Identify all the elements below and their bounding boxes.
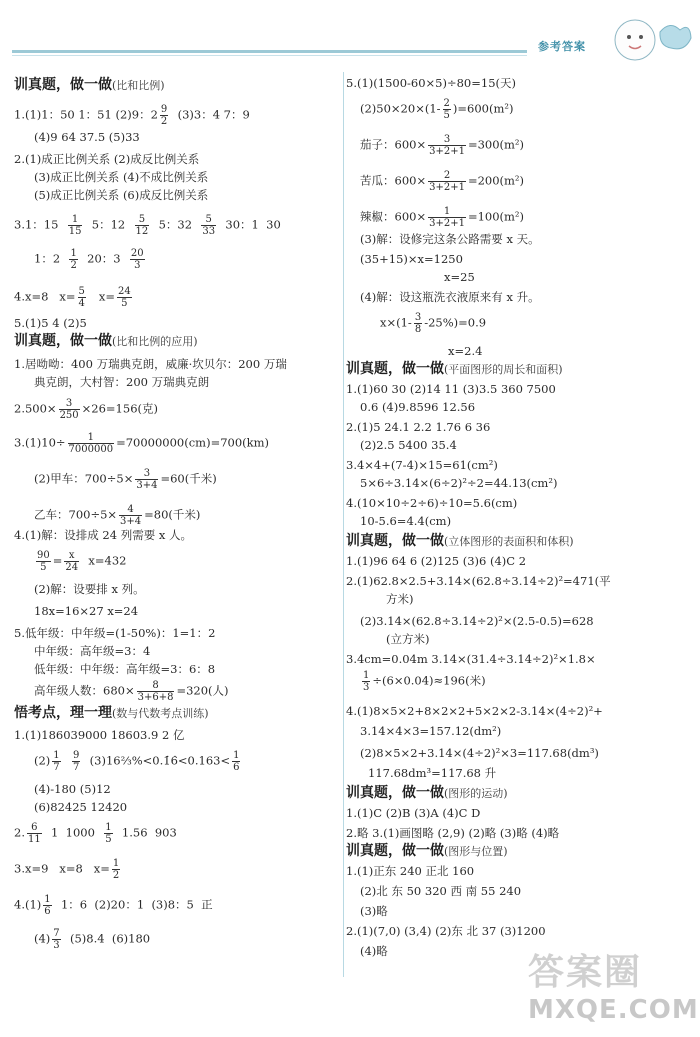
- answer-line: 5×6÷3.14×(6÷2)²÷2=44.13(cm²): [360, 476, 558, 490]
- answer-line: 2.(1)5 24.1 2.2 1.76 6 36: [346, 420, 491, 434]
- answer-line: 5.(1)5 4 (2)5: [14, 316, 87, 330]
- answer-line: $\frac{1}{3}$ ÷(6×0.04)≈196(米): [363, 670, 486, 693]
- answer-line: 4.(1)解：设排成 24 列需要 x 人。: [14, 528, 193, 542]
- mascot-icon: [605, 12, 695, 67]
- answer-line: 2. $\frac{6}{11}$ 1 1000 $\frac{1}{5}$ 1.56 903: [14, 822, 177, 845]
- answer-line: 5.低年级：中年级=(1-50%)：1=1：2: [14, 626, 216, 640]
- answer-line: 1.(1)1：50 1：51 (2)9：2 $\frac{9}{2}$ (3)3：4 7：9: [14, 104, 250, 127]
- answer-line: 4.(10×10÷2÷6)÷10=5.6(cm): [346, 496, 518, 510]
- answer-line: (2)北 东 50 320 西 南 55 240: [360, 884, 522, 898]
- answer-line: (立方米): [386, 632, 430, 646]
- answer-line: 4.(1)8×5×2+8×2×2+5×2×2-3.14×(4÷2)²+: [346, 704, 603, 718]
- answer-line: 1：2 $\frac{1}{2}$ 20：3 $\frac{20}{3}$: [34, 248, 144, 271]
- answer-line: 18x=16×27 x=24: [34, 604, 139, 618]
- answer-line: (2)50×20×(1- $\frac{2}{5}$ )=600(m²): [360, 98, 514, 121]
- answer-line: 10-5.6=4.4(cm): [360, 514, 452, 528]
- answer-line: 茄子：600× $\frac{3}{3+2+1}$ =300(m²): [360, 134, 525, 157]
- watermark-logo: 答案圈: [528, 952, 643, 993]
- answer-line: 3.4×4+(7-4)×15=61(cm²): [346, 458, 498, 472]
- answer-line: x=25: [444, 270, 475, 284]
- answer-line: (2)3.14×(62.8÷3.14÷2)²×(2.5-0.5)=628: [360, 614, 594, 628]
- section-title: 训真题，做一做(图形与位置): [346, 843, 508, 859]
- answer-line: 2.(1)(7,0) (3,4) (2)东 北 37 (3)1200: [346, 924, 546, 938]
- answer-line: 辣椒：600× $\frac{1}{3+2+1}$ =100(m²): [360, 206, 525, 229]
- answer-line: 方米): [386, 592, 414, 606]
- answer-line: x×(1- $\frac{3}{8}$ -25%)=0.9: [380, 312, 487, 335]
- answer-line: 典克朗，大村智：200 万瑞典克朗: [34, 375, 210, 389]
- answer-line: (4)解：设这瓶洗衣液原来有 x 升。: [360, 290, 540, 304]
- column-divider: [343, 72, 344, 977]
- answer-line: (3)成正比例关系 (4)不成比例关系: [34, 170, 209, 184]
- answer-line: 1.(1)C (2)B (3)A (4)C D: [346, 806, 481, 820]
- answer-line: 1.(1)60 30 (2)14 11 (3)3.5 360 7500: [346, 382, 556, 396]
- answer-line: (2)解：设要排 x 列。: [34, 582, 145, 596]
- section-title: 训真题，做一做(平面图形的周长和面积): [346, 361, 563, 377]
- answer-line: 2.(1)成正比例关系 (2)成反比例关系: [14, 152, 200, 166]
- answer-line: 1.(1)186039000 18603.9 2 亿: [14, 728, 185, 742]
- answer-line: 2.(1)62.8×2.5+3.14×(62.8÷3.14÷2)²=471(平: [346, 574, 611, 588]
- answer-line: x=2.4: [448, 344, 483, 358]
- answer-line: 5.(1)(1500-60×5)÷80=15(天): [346, 76, 516, 90]
- answer-line: 2.500× $\frac{3}{250}$ ×26=156(克): [14, 398, 158, 421]
- answer-line: 低年级：中年级：高年级=3：6：8: [34, 662, 216, 676]
- answer-line: 高年级人数：680× $\frac{8}{3+6+8}$ =320(人): [34, 680, 229, 703]
- answer-line: (3)略: [360, 904, 388, 918]
- answer-line: (3)解：设修完这条公路需要 x 天。: [360, 232, 540, 246]
- answer-line: 中年级：高年级=3：4: [34, 644, 151, 658]
- header-label: 参考答案: [538, 40, 586, 53]
- section-title: 训真题，做一做(立体图形的表面积和体积): [346, 533, 574, 549]
- answer-line: 3.14×4×3=157.12(dm²): [360, 724, 502, 738]
- answer-line: (4)-180 (5)12: [34, 782, 111, 796]
- answer-line: (5)成正比例关系 (6)成反比例关系: [34, 188, 209, 202]
- answer-line: (35+15)×x=1250: [360, 252, 463, 266]
- answer-line: (2)8×5×2+3.14×(4÷2)²×3=117.68(dm³): [360, 746, 599, 760]
- answer-line: (4)略: [360, 944, 388, 958]
- answer-line: (2)2.5 5400 35.4: [360, 438, 457, 452]
- answer-line: 3.(1)10÷ $\frac{1}{7000000}$ =70000000(cm)=700(km): [14, 432, 269, 455]
- answer-line: (4) $\frac{7}{3}$ (5)8.4 (6)180: [34, 928, 151, 951]
- answer-line: (6)82425 12420: [34, 800, 128, 814]
- header-rule: [12, 50, 527, 53]
- section-title: 悟考点，理一理(数与代数考点训练): [14, 705, 209, 721]
- watermark-text: MXQE.COM: [528, 995, 699, 1025]
- answer-line: (4)9 64 37.5 (5)33: [34, 130, 140, 144]
- answer-line: 乙车：700÷5× $\frac{4}{3+4}$ =80(千米): [34, 504, 201, 527]
- answer-line: 0.6 (4)9.8596 12.56: [360, 400, 476, 414]
- answer-line: 117.68dm³=117.68 升: [368, 766, 497, 780]
- answer-line: 4.x=8 x= $\frac{5}{4}$ x= $\frac{24}{5}$: [14, 286, 131, 309]
- answer-line: $\frac{90}{5}$ = $\frac{x}{24}$ x=432: [37, 550, 127, 573]
- answer-line: 1.(1)96 64 6 (2)125 (3)6 (4)C 2: [346, 554, 527, 568]
- section-title: 训真题，做一做(图形的运动): [346, 785, 508, 801]
- answer-line: (2)甲车：700÷5× $\frac{3}{3+4}$ =60(千米): [34, 468, 217, 491]
- section-title: 训真题，做一做(比和比例的应用): [14, 333, 198, 349]
- answer-line: 3.1：15 $\frac{1}{15}$ 5：12 $\frac{5}{12}$ 5：32 $\frac{5}{33}$ 30：1 30: [14, 214, 281, 237]
- header-rule-thin: [12, 55, 527, 56]
- section-title: 训真题，做一做(比和比例): [14, 77, 165, 93]
- answer-line: 2.略 3.(1)画图略 (2,9) (2)略 (3)略 (4)略: [346, 826, 560, 840]
- answer-line: 1.(1)正东 240 正北 160: [346, 864, 475, 878]
- answer-line: 苦瓜：600× $\frac{2}{3+2+1}$ =200(m²): [360, 170, 525, 193]
- answer-line: 4.(1) $\frac{1}{6}$ 1：6 (2)20：1 (3)8：5 正: [14, 894, 213, 917]
- answer-line: 1.居呦呦：400 万瑞典克朗，威廉·坎贝尔：200 万瑞: [14, 357, 287, 371]
- answer-line: 3.x=9 x=8 x= $\frac{1}{2}$: [14, 858, 120, 881]
- answer-line: (2) $\frac{1}{7}$ $\frac{9}{7}$ (3)16⅔%<0.1̇6̇<0.163< $\frac{1}{6}$: [34, 750, 240, 773]
- answer-line: 3.4cm=0.04m 3.14×(31.4÷3.14÷2)²×1.8×: [346, 652, 596, 666]
